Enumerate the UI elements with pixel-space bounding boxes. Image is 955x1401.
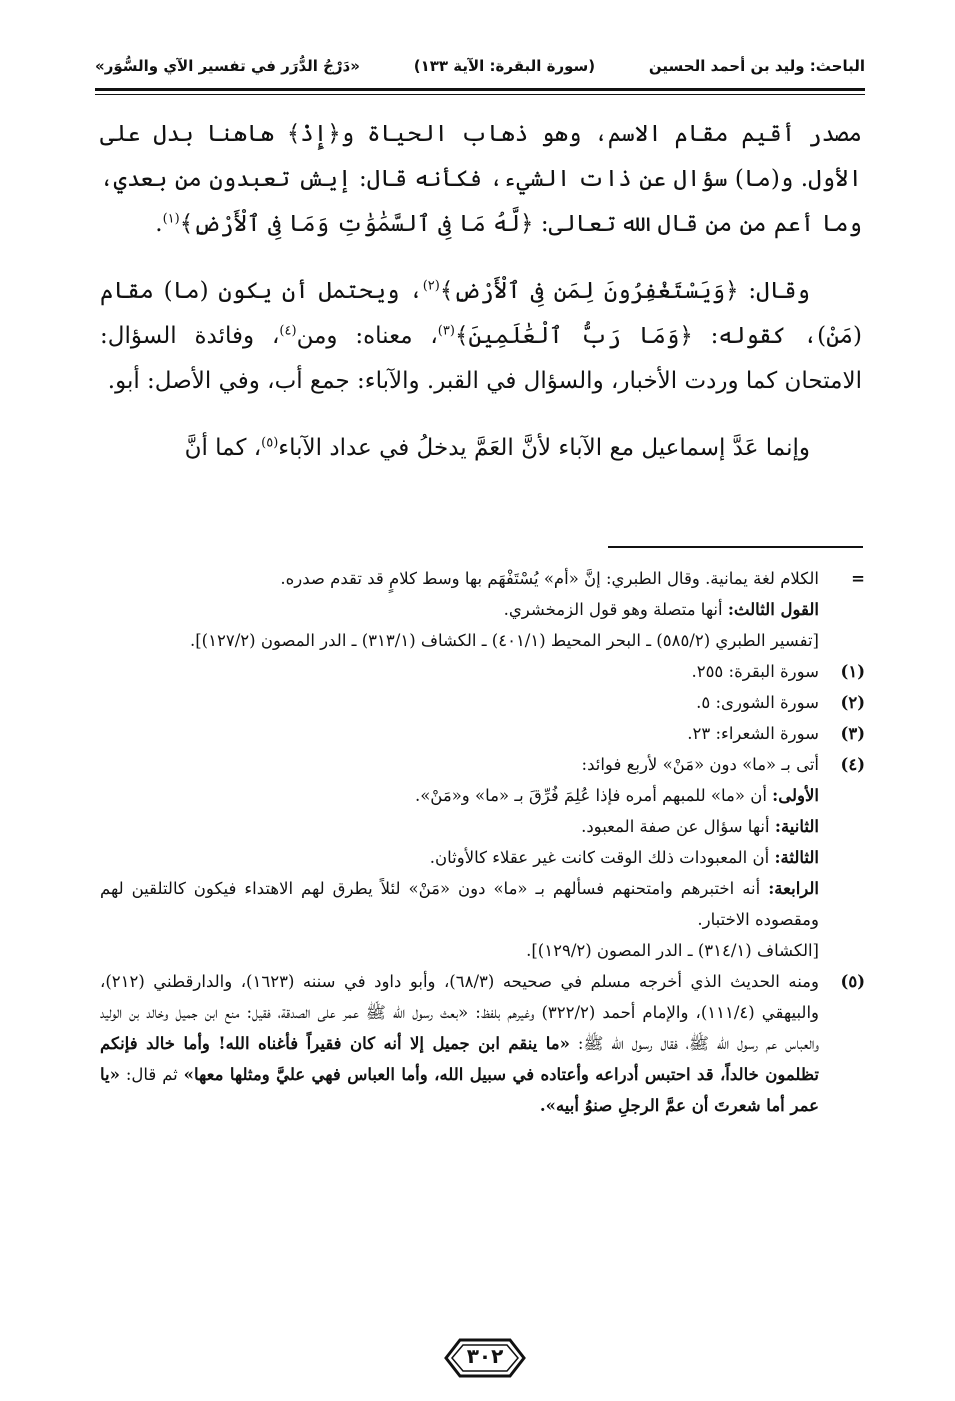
- paragraph-3: [100, 426, 862, 471]
- footnote-4-second: [100, 811, 819, 842]
- paragraph-2: [100, 269, 862, 404]
- third-text: أن المعبودات ذلك الوقت كانت غير عقلاء كالأوثان.: [429, 848, 775, 867]
- footnote-2-number: (٢): [840, 693, 865, 712]
- cont-line-2-rest: أنها متصلة وهو قول الزمخشري.: [503, 600, 728, 619]
- p2-part-b: ، ويحتمل أن يكون (ما) مقام (مَنْ)، كقوله: ﴿وَمَا رَبُّ ٱلْعَٰلَمِينَ﴾: [100, 278, 863, 349]
- footnote-2: [100, 687, 865, 718]
- footnotes: [100, 563, 865, 1121]
- footnote-5-body: [100, 966, 819, 1121]
- third-label: الثالثة:: [774, 848, 819, 867]
- p2-part-c: ، معناه: ومن: [296, 323, 438, 349]
- footnote-4-intro: أتى بـ «ما» دون «مَنْ» لأربع فوائد:: [581, 755, 819, 774]
- footnote-separator: [608, 546, 863, 548]
- footnote-1-text: سورة البقرة: ٢٥٥.: [691, 662, 819, 681]
- p1-line-2: و(ما) سؤال عن ذات الشيء، فكأنه قال: إيش تعبدون من بعدي، وما أعم: [100, 166, 862, 237]
- p2-part-d: ، وفائدة السؤال: الامتحان كما وردت الأخبار، والسؤال في القبر. والآباء: جمع أب، وفي الأصل: أبو.: [100, 323, 862, 394]
- page-number: ٣٠٢: [466, 1344, 504, 1368]
- paragraph-1: مصدر أقيم مقام الاسم، وهو ذهاب الحياة و﴿إِذْ﴾ هاهنا بدل على الأول. و(ما) سؤال عن ذات الشيء، فكأنه قال: إيش تعبدون من بعدي، وما أعم من من قال الله تعالى: ﴿لَّهُ مَا فِى ٱلسَّمَٰوَٰتِ وَمَا فِى ٱلْأَرْضِ﴾$^{(١)}$.: [100, 121, 862, 237]
- footnote-ref-3[interactable]: (٣): [437, 323, 455, 339]
- footnote-ref-5[interactable]: (٥): [261, 435, 279, 451]
- footnote-1-number: (١): [840, 662, 865, 681]
- cont-line-2: [100, 594, 819, 625]
- footnote-4-ref: [الكشاف (٣١٤/١) ـ الدر المصون (١٢٩/٢)].: [526, 941, 819, 960]
- footnote-5-text: ومنه الحديث الذي أخرجه مسلم في صحيحه (٦٨/٣)، وأبو داود في سننه (١٦٢٣)، والدارقطني (٢١٢)، والبيهقي (١١١/٤)، والإمام أحمد (٣٢٢/٢) وغيرهم بلفظ: «بعث رسول الله ﷺ عمر على الصدقة، فقيل: منع ابن جميل وخالد بن الوليد والعباس عم رسول الله ﷺ، فقال رسول الله ﷺ:: [100, 972, 820, 1053]
- footnote-4-first: [100, 780, 819, 811]
- footnote-3: [100, 718, 865, 749]
- p1-line-3: من من قال الله تعالى: ﴿لَّهُ مَا فِى ٱلسَّمَٰوَٰتِ وَمَا فِى ٱلْأَرْضِ﴾: [179, 211, 767, 237]
- footnote-5: [100, 966, 865, 1121]
- footnote-continuation: [100, 563, 865, 656]
- footnote-ref-1[interactable]: (١): [162, 211, 180, 227]
- footnote-3-number: (٣): [840, 724, 865, 743]
- footnote-ref-2[interactable]: (٢): [422, 278, 440, 294]
- header-rule-thick: [95, 88, 865, 91]
- cont-line-1: الكلام لغة يمانية. وقال الطبري: إنَّ «أم» يُسْتَفْهَم بها وسط كلامٍ قد تقدم صدره.: [280, 569, 819, 588]
- continuation-mark: =: [851, 569, 865, 588]
- second-text: أنها سؤال عن صفة المعبود.: [581, 817, 775, 836]
- footnote-4: [100, 749, 865, 966]
- p3-part-a: وإنما عَدَّ إسماعيل مع الآباء لأنَّ العَمَّ يدخلُ في عداد الآباء: [278, 435, 810, 461]
- p1-line-1: مصدر أقيم مقام الاسم، وهو ذهاب الحياة و﴿إِذْ﴾ هاهنا بدل على الأول.: [100, 121, 862, 192]
- footnote-ref-4[interactable]: (٤): [279, 323, 297, 339]
- footnote-4-fourth: [100, 873, 819, 935]
- cont-bold-label: القول الثالث:: [727, 600, 819, 619]
- footnote-3-text: سورة الشعراء: ٢٣.: [687, 724, 819, 743]
- p2-part-a: وقال: ﴿وَيَسْتَغْفِرُونَ لِمَن فِى ٱلْأَرْضِ﴾: [439, 278, 810, 304]
- footnote-5-hadith-2: «يا عمر أما شعرتَ أن عمَّ الرجلِ صنوُ أبيه».: [100, 1065, 819, 1115]
- header-book-title: «دَرْجُ الدُّرَر في تفسير الآي والسُّوَر»: [95, 57, 360, 75]
- fourth-label: الرابعة:: [768, 879, 819, 898]
- header-rule-thin: [95, 94, 865, 95]
- header-location: (سورة البقرة: الآية ١٣٣): [413, 57, 596, 75]
- p3-part-b: ، كما أنَّ: [184, 435, 262, 461]
- cont-line-3: [تفسير الطبري (٥٨٥/٢) ـ البحر المحيط (٤٠١/١) ـ الكشاف (٣١٣/١) ـ الدر المصون (١٢٧/٢)].: [190, 631, 819, 650]
- footnote-4-number: (٤): [840, 755, 865, 774]
- first-text: أن «ما» للمبهم أمره فإذا عُلِمَ فُرِّقَ بـ «ما» و«مَنْ».: [414, 786, 773, 805]
- second-label: الثانية:: [774, 817, 819, 836]
- running-header: [95, 48, 865, 84]
- fourth-text: أنه اختبرهم وامتحنهم فسألهم بـ «ما» دون «مَنْ» لئلاً يطرق لهم الاهتداء فيكون كالتلقين لهم ومقصوده الاختبار.: [100, 879, 819, 929]
- footnote-2-text: سورة الشورى: ٥.: [696, 693, 819, 712]
- first-label: الأولى:: [772, 786, 819, 805]
- footnote-5-hadith: «ما ينقم ابن جميل إلا أنه كان فقيراً فأغناه الله! وأما خالد فإنكم تظلمون خالداً، قد احتبس أدراعه وأعتاده في سبيل الله، وأما العباس فهي عليَّ ومثلها معها»: [100, 1034, 819, 1084]
- header-author: الباحث: وليد بن أحمد الحسين: [648, 57, 865, 75]
- main-text: [100, 112, 862, 493]
- footnote-5-number: (٥): [840, 972, 865, 991]
- page-number-ornament: [440, 1336, 530, 1380]
- footnote-4-third: [100, 842, 819, 873]
- footnote-5-mid: ثم قال:: [119, 1065, 184, 1084]
- footnote-1: [100, 656, 865, 687]
